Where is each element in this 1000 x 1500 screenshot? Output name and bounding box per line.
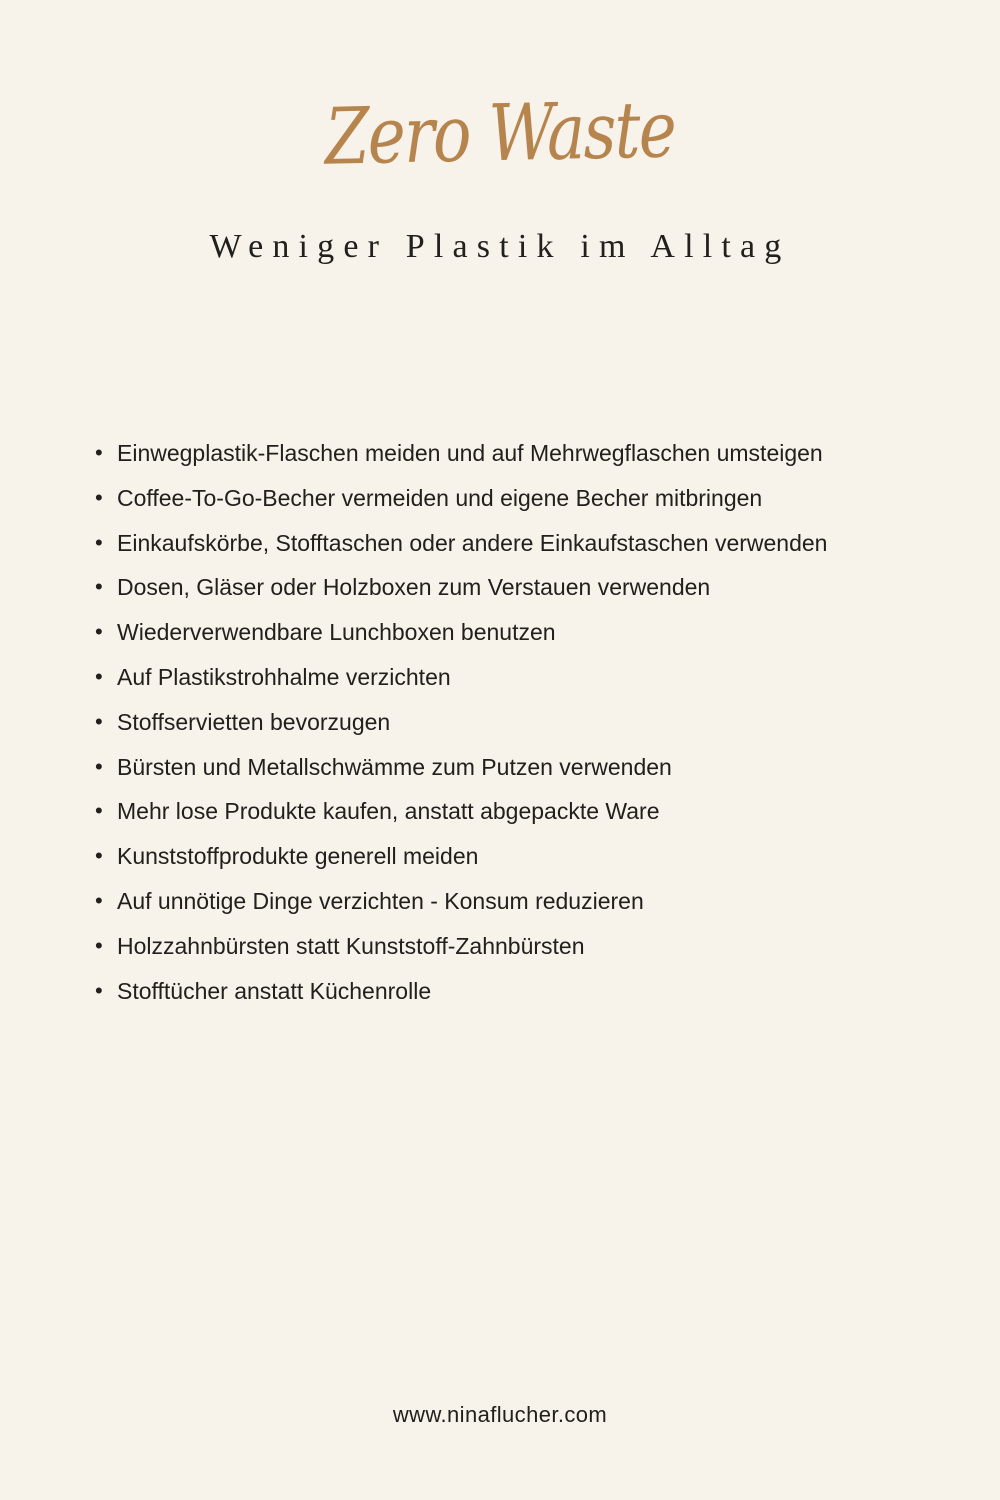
tips-list [95, 441, 960, 1023]
list-item-text: Mehr lose Produkte kaufen, anstatt abgepackte Ware [117, 798, 660, 825]
list-item [95, 979, 960, 1004]
website-url: www.ninaflucher.com [392, 1402, 608, 1427]
list-item-text: Stofftücher anstatt Küchenrolle [117, 977, 432, 1004]
bullet-icon: • [95, 484, 103, 510]
list-item-text: Coffee-To-Go-Becher vermeiden und eigene Becher mitbringen [117, 484, 763, 511]
list-item [95, 665, 960, 690]
list-item [95, 531, 960, 556]
bullet-icon: • [95, 887, 103, 913]
list-item [95, 755, 960, 780]
bullet-icon: • [95, 574, 103, 600]
list-item-text: Dosen, Gläser oder Holzboxen zum Verstauen verwenden [117, 574, 711, 601]
list-item-text: Stoffservietten bevorzugen [117, 708, 391, 735]
list-item-text: Bürsten und Metallschwämme zum Putzen verwenden [117, 753, 672, 780]
bullet-icon: • [95, 843, 103, 869]
list-item [95, 620, 960, 645]
list-item [95, 486, 960, 511]
list-item [95, 934, 960, 959]
bullet-icon: • [95, 440, 103, 465]
bullet-icon: • [95, 708, 103, 734]
bullet-icon: • [95, 753, 103, 779]
list-item-text: Holzzahnbürsten statt Kunststoff-Zahnbürsten [117, 932, 585, 959]
list-item [95, 710, 960, 735]
list-item [95, 799, 960, 824]
bullet-icon: • [95, 932, 103, 958]
list-item-text: Einwegplastik-Flaschen meiden und auf Mehrwegflaschen umsteigen [117, 440, 823, 466]
bullet-icon: • [95, 619, 103, 645]
list-item [95, 441, 960, 466]
list-item-text: Kunststoffprodukte generell meiden [117, 843, 479, 870]
list-item-text: Wiederverwendbare Lunchboxen benutzen [117, 619, 556, 646]
bullet-icon: • [95, 798, 103, 824]
list-item-text: Auf unnötige Dinge verzichten - Konsum reduzieren [117, 887, 644, 914]
list-item-text: Auf Plastikstrohhalme verzichten [117, 663, 451, 690]
bullet-icon: • [95, 663, 103, 689]
bullet-icon: • [95, 529, 103, 555]
list-item-text: Einkaufskörbe, Stofftaschen oder andere Einkaufstaschen verwenden [117, 529, 828, 556]
list-item [95, 889, 960, 914]
page-subtitle: Weniger Plastik im Alltag [209, 228, 791, 265]
page-title-script: Zero Waste [324, 85, 676, 183]
list-item [95, 575, 960, 600]
bullet-icon: • [95, 977, 103, 1003]
list-item [95, 844, 960, 869]
